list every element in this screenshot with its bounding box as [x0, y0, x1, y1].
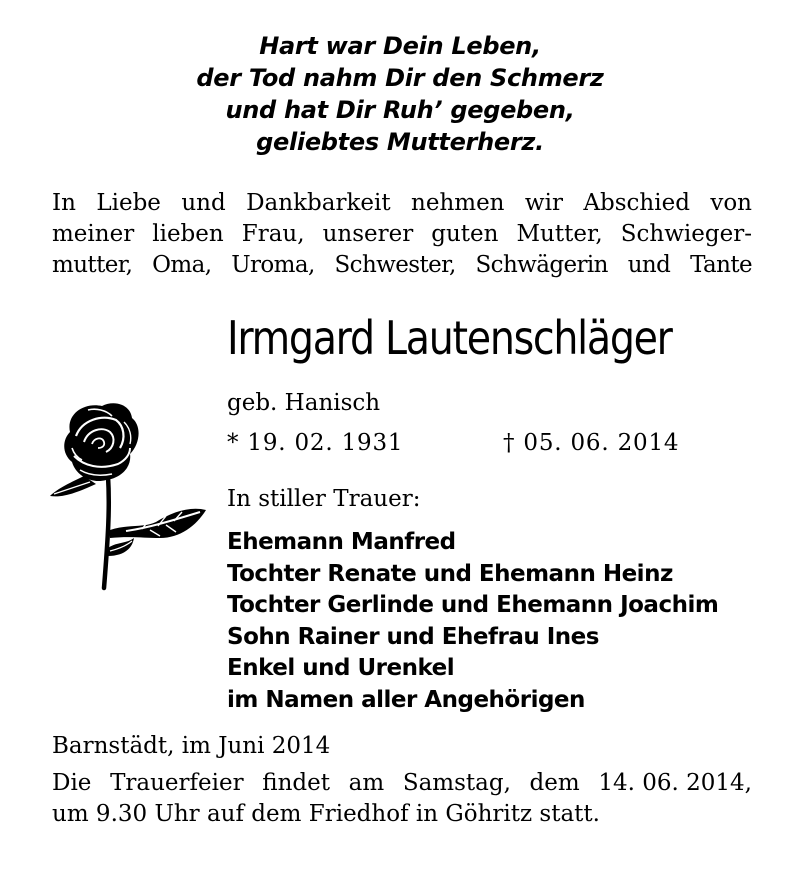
intro-text	[52, 188, 752, 281]
mourners-list	[227, 527, 718, 716]
word: unserer	[322, 221, 414, 247]
word: und	[627, 252, 671, 278]
word: In	[52, 190, 76, 216]
mourner-line: im Namen aller Angehörigen	[227, 686, 585, 713]
word: meiner	[52, 221, 135, 247]
word: guten	[431, 221, 499, 247]
funeral-info-line	[52, 768, 752, 799]
word: Uroma,	[231, 252, 315, 278]
mourner-line: Enkel und Urenkel	[227, 655, 455, 681]
poem	[0, 30, 800, 158]
word: Schwägerin	[475, 252, 608, 278]
word: von	[710, 190, 752, 216]
birth-name: geb. Hanisch	[227, 390, 381, 416]
intro-line	[52, 188, 752, 219]
word: Dankbarkeit	[246, 190, 391, 216]
mourner-line: Tochter Gerlinde und Ehemann Joachim	[227, 592, 719, 618]
intro-line	[52, 219, 752, 250]
funeral-info	[52, 768, 752, 830]
death-date: † 05. 06. 2014	[503, 430, 680, 456]
word: und	[181, 190, 226, 216]
mourner-line: Tochter Renate und Ehemann Heinz	[227, 560, 673, 587]
mourning-heading: In stiller Trauer:	[227, 486, 421, 512]
word: Schwieger-	[620, 221, 752, 247]
word: Trauerfeier	[110, 770, 244, 796]
place-and-date: Barnstädt, im Juni 2014	[52, 733, 331, 759]
poem-line: der Tod nahm Dir den Schmerz	[196, 64, 604, 92]
word: findet	[262, 770, 330, 796]
word: am	[348, 770, 385, 796]
deceased-name: Irmgard Lautenschläger	[227, 311, 672, 365]
rose-icon	[44, 398, 209, 593]
word: nehmen	[411, 190, 505, 216]
poem-line: Hart war Dein Leben,	[259, 32, 541, 60]
word: mutter,	[52, 252, 133, 278]
mourner-line: Sohn Rainer und Ehefrau Ines	[227, 623, 599, 650]
word: Tante	[690, 252, 752, 278]
mourner-line: Ehemann Manfred	[227, 529, 456, 555]
intro-line	[52, 250, 752, 281]
word: Liebe	[96, 190, 161, 216]
word: Die	[52, 770, 92, 796]
word: Samstag,	[402, 770, 511, 796]
word: Mutter,	[516, 221, 603, 247]
word: Oma,	[152, 252, 212, 278]
word: lieben	[152, 221, 224, 247]
birth-date: * 19. 02. 1931	[227, 430, 404, 456]
poem-line: und hat Dir Ruh’ gegeben,	[225, 96, 575, 124]
word: Schwester,	[334, 252, 456, 278]
word: Abschied	[583, 190, 690, 216]
word: dem	[529, 770, 580, 796]
funeral-info-line: um 9.30 Uhr auf dem Friedhof in Göhritz statt.	[52, 801, 600, 827]
word: 14. 06. 2014,	[598, 770, 752, 796]
word: Frau,	[241, 221, 305, 247]
poem-line: geliebtes Mutterherz.	[256, 128, 544, 156]
word: wir	[524, 190, 563, 216]
